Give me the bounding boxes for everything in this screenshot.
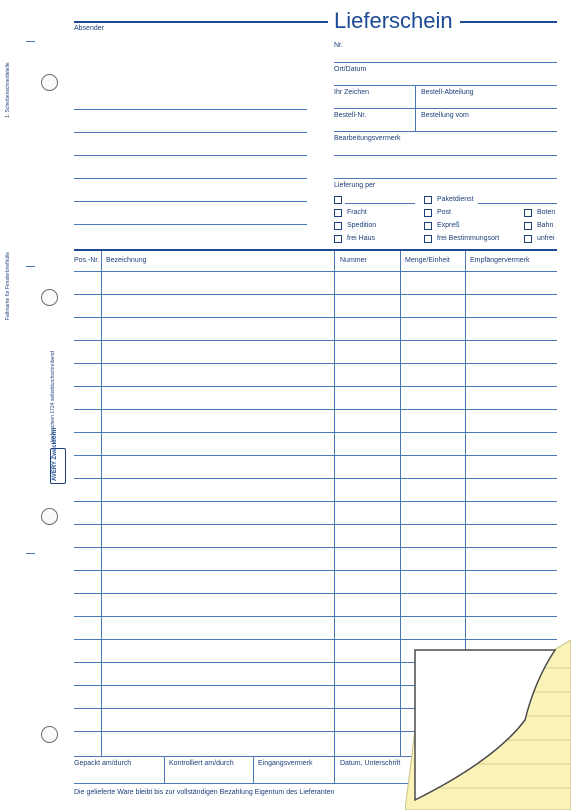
table-header-rule [74,271,557,272]
ihr-zeichen-label: Ihr Zeichen [334,89,370,96]
ihr-zeichen-line [334,108,557,109]
bearbeitungsvermerk-label: Bearbeitungsvermerk [334,135,401,142]
option-fracht: Fracht [347,209,367,216]
punch-hole-3 [41,508,58,525]
column-menge-einheit: Menge/Einheit [405,257,450,264]
margin-text-fold-window: Faltmarke für Fensterbriefhülle [5,251,11,320]
checkbox-boten[interactable] [524,209,532,217]
table-row [74,340,557,341]
table-top-rule [74,249,557,251]
option-paketdienst: Paketdienst [437,196,474,203]
bestell-nr-line [334,131,557,132]
ihr-zeichen-divider [415,86,416,131]
bestell-abteilung-label: Bestell-Abteilung [421,89,474,96]
checkbox-express[interactable] [424,222,432,230]
option-express: Expreß [437,222,460,229]
ort-datum-line [334,85,557,86]
title-rule-right [460,21,557,23]
custom-option-line [345,203,415,204]
bestellung-vom-label: Bestellung vom [421,112,469,119]
fold-mark-mid [26,266,35,267]
option-frei-bestimmungsort: frei Bestimmungsort [437,235,500,242]
table-row [74,363,557,364]
absender-label: Absender [74,25,104,32]
ort-datum-label: Ort/Datum [334,66,367,73]
sender-line-1 [74,109,307,110]
footer-divider-1 [164,757,165,783]
table-row [74,547,557,548]
margin-text-product: Lieferschein 1724 selbstdurchschreibend [50,351,56,442]
column-nummer: Nummer [340,257,367,264]
table-row [74,524,557,525]
fold-mark-top [26,41,35,42]
checkbox-fracht[interactable] [334,209,342,217]
table-row [74,478,557,479]
option-spedition: Spedition [347,222,377,229]
lieferung-per-label: Lieferung per [334,182,376,189]
bearbeitungsvermerk-line-2 [334,178,557,179]
signature-eingangsvermerk: Eingangsvermerk [258,760,313,767]
checkbox-custom[interactable] [334,196,342,204]
option-unfrei: unfrei [537,235,555,242]
punch-hole-4 [41,726,58,743]
paketdienst-line [478,203,557,204]
table-row [74,317,557,318]
title-rule-left [74,21,328,23]
column-bezeichnung: Bezeichnung [106,257,147,264]
sender-line-2 [74,132,307,133]
sender-line-4 [74,178,307,179]
punch-hole-2 [41,289,58,306]
checkbox-frei-haus[interactable] [334,235,342,243]
document-title: Lieferschein [334,8,453,33]
bearbeitungsvermerk-line-1 [334,155,557,156]
brand-logo: AVERY Zweckform [50,448,66,484]
signature-gepackt: Gepackt am/durch [74,760,132,767]
table-row [74,432,557,433]
checkbox-unfrei[interactable] [524,235,532,243]
table-col-divider-3 [400,251,401,756]
carbon-copy-corner [405,640,571,810]
ownership-note: Die gelieferte Ware bleibt bis zur vollständigen Bezahlung Eigentum des Lieferanten [74,789,335,796]
option-post: Post [437,209,452,216]
fold-mark-bottom [26,553,35,554]
table-col-divider-1 [101,251,102,756]
checkbox-bahn[interactable] [524,222,532,230]
checkbox-post[interactable] [424,209,432,217]
checkbox-frei-bestimmungsort[interactable] [424,235,432,243]
sender-line-5 [74,201,307,202]
signature-kontrolliert: Kontrolliert am/durch [169,760,234,767]
checkbox-paketdienst[interactable] [424,196,432,204]
footer-divider-3 [334,757,335,783]
table-row [74,501,557,502]
sender-line-3 [74,155,307,156]
table-row [74,294,557,295]
table-row [74,616,557,617]
table-row [74,570,557,571]
column-pos-nr: Pos.-Nr. [74,257,100,264]
signature-datum-unterschrift: Datum, Unterschrift [340,760,401,767]
option-frei-haus: frei Haus [347,235,376,242]
table-col-divider-2 [334,251,335,756]
sender-line-6 [74,224,307,225]
option-boten: Boten [537,209,556,216]
table-row [74,593,557,594]
option-bahn: Bahn [537,222,554,229]
checkbox-spedition[interactable] [334,222,342,230]
punch-hole-1 [41,74,58,91]
table-row [74,409,557,410]
table-row [74,386,557,387]
column-empfaengervermerk: Empfängervermerk [470,257,530,264]
bestell-nr-label: Bestell-Nr. [334,112,367,119]
nr-label: Nr. [334,42,343,49]
nr-line [334,62,557,63]
footer-divider-2 [253,757,254,783]
table-row [74,455,557,456]
margin-text-fold-top: 1. Scheibenschneidetelle [5,62,11,118]
